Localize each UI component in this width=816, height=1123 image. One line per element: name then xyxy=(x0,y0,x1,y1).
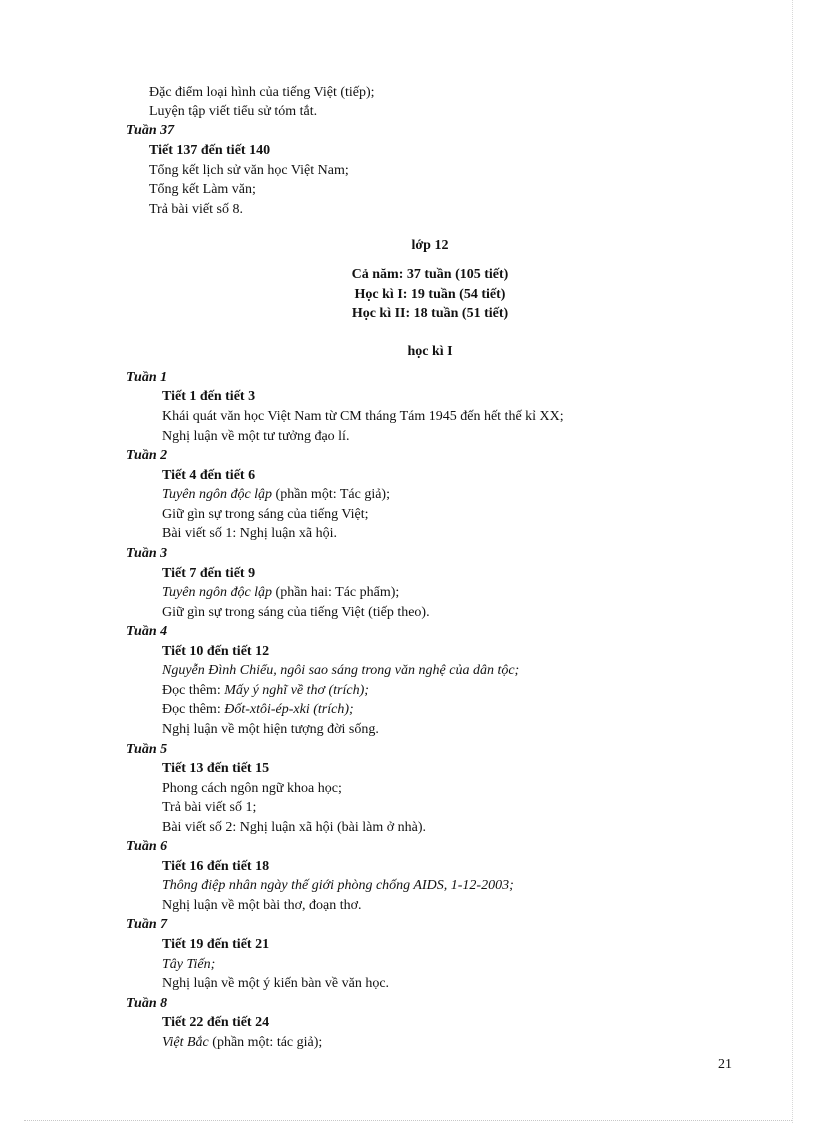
week-5-item-1: Phong cách ngôn ngữ khoa học; xyxy=(162,781,342,796)
week-5-item-3: Bài viết số 2: Nghị luận xã hội (bài làm ở nhà). xyxy=(162,820,427,835)
week-37-item-3: Trả bài viết số 8. xyxy=(149,202,243,217)
week-5-heading: Tuần 5 xyxy=(126,742,168,757)
week-7-item-2: Nghị luận về một ý kiến bàn về văn học. xyxy=(162,976,390,991)
grade-semester-2-summary: Học kì II: 18 tuần (51 tiết) xyxy=(351,306,509,321)
week-2-item-1 xyxy=(162,485,390,504)
week-7-heading: Tuần 7 xyxy=(126,917,168,932)
week-37-item-1: Tổng kết lịch sử văn học Việt Nam; xyxy=(149,163,349,178)
week-1-range: Tiết 1 đến tiết 3 xyxy=(162,389,256,404)
page-number: 21 xyxy=(718,1057,732,1072)
week-1-item-2: Nghị luận về một tư tưởng đạo lí. xyxy=(162,429,350,444)
week-7-range: Tiết 19 đến tiết 21 xyxy=(162,937,270,952)
week-4-heading: Tuần 4 xyxy=(126,624,168,639)
week-5-range: Tiết 13 đến tiết 15 xyxy=(162,761,270,776)
item-note: (phần hai: Tác phẩm); xyxy=(272,585,400,600)
week-8-heading: Tuần 8 xyxy=(126,996,168,1011)
week-2-range: Tiết 4 đến tiết 6 xyxy=(162,468,256,483)
week-8-item-1 xyxy=(162,1033,322,1052)
week-5-item-2: Trả bài viết số 1; xyxy=(162,800,257,815)
week-4-item-4: Nghị luận về một hiện tượng đời sống. xyxy=(162,722,379,737)
intro-line-1: Đặc điểm loại hình của tiếng Việt (tiếp); xyxy=(149,85,375,100)
item-prefix: Đọc thêm: xyxy=(162,702,225,717)
work-title: Đốt-xtôi-ép-xki (trích); xyxy=(224,702,354,717)
week-37-range: Tiết 137 đến tiết 140 xyxy=(149,143,271,158)
week-6-item-2: Nghị luận về một bài thơ, đoạn thơ. xyxy=(162,898,362,913)
week-6-range: Tiết 16 đến tiết 18 xyxy=(162,859,270,874)
week-6-heading: Tuần 6 xyxy=(126,839,168,854)
week-3-item-2: Giữ gìn sự trong sáng của tiếng Việt (tiếp theo). xyxy=(162,605,430,620)
week-4-range: Tiết 10 đến tiết 12 xyxy=(162,644,270,659)
grade-semester-1-summary: Học kì I: 19 tuần (54 tiết) xyxy=(354,287,506,302)
page-right-edge xyxy=(792,0,793,1123)
work-title: Tuyên ngôn độc lập xyxy=(162,487,273,502)
week-6-item-1: Thông điệp nhân ngày thế giới phòng chống AIDS, 1-12-2003; xyxy=(162,878,514,893)
week-2-heading: Tuần 2 xyxy=(126,448,168,463)
work-title: Tuyên ngôn độc lập xyxy=(162,585,273,600)
page-bottom-divider xyxy=(24,1120,792,1121)
item-note: (phần một: tác giả); xyxy=(208,1035,323,1050)
week-1-heading: Tuần 1 xyxy=(126,370,168,385)
week-4-item-3 xyxy=(162,700,354,719)
work-title: Việt Bắc xyxy=(162,1035,209,1050)
grade-year-summary: Cả năm: 37 tuần (105 tiết) xyxy=(351,267,509,282)
semester-heading: học kì I xyxy=(407,344,453,359)
week-1-item-1: Khái quát văn học Việt Nam từ CM tháng Tám 1945 đến hết thế kỉ XX; xyxy=(162,409,564,424)
week-2-item-3: Bài viết số 1: Nghị luận xã hội. xyxy=(162,526,337,541)
grade-title: lớp 12 xyxy=(411,238,449,253)
work-title: Mấy ý nghĩ về thơ (trích); xyxy=(224,683,369,698)
intro-line-2: Luyện tập viết tiểu sử tóm tắt. xyxy=(149,104,318,119)
week-7-item-1: Tây Tiến; xyxy=(162,957,216,972)
week-3-range: Tiết 7 đến tiết 9 xyxy=(162,566,256,581)
week-37-heading: Tuần 37 xyxy=(126,123,175,138)
item-prefix: Đọc thêm: xyxy=(162,683,225,698)
week-37-item-2: Tổng kết Làm văn; xyxy=(149,182,256,197)
week-2-item-2: Giữ gìn sự trong sáng của tiếng Việt; xyxy=(162,507,369,522)
week-4-item-2 xyxy=(162,681,369,700)
week-3-item-1 xyxy=(162,583,399,602)
week-8-range: Tiết 22 đến tiết 24 xyxy=(162,1015,270,1030)
item-note: (phần một: Tác giả); xyxy=(272,487,390,502)
week-3-heading: Tuần 3 xyxy=(126,546,168,561)
week-4-item-1: Nguyễn Đình Chiểu, ngôi sao sáng trong văn nghệ của dân tộc; xyxy=(162,663,520,678)
